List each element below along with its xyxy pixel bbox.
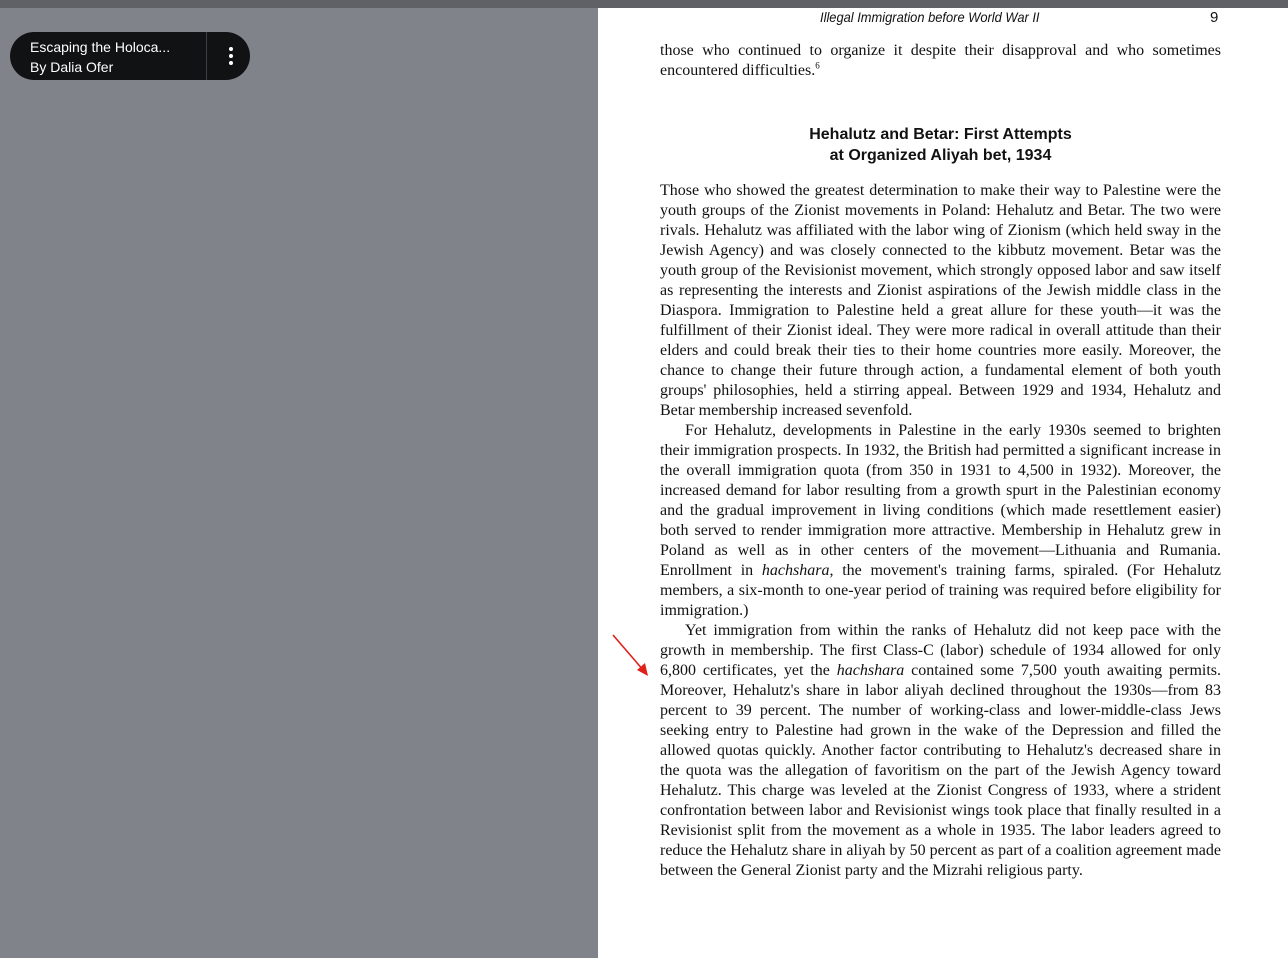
book-author: By Dalia Ofer — [30, 59, 114, 75]
paragraph-2-italic: hachshara — [761, 562, 830, 579]
paragraph-1: Those who showed the greatest determination to make their way to Palestine were the youth groups of the Zionist movements in Poland: Hehalutz and Betar. The two were rivals. Hehalutz was affiliated with the labor wing of Zionism (which held sway in the Jewish Agency) and was closely connected to the kibbutz movement. Betar was the youth group of the Revisionist movement, which strongly opposed labor and saw itself as representing the interests and Zionist aspirations of the Jewish middle class in the Diaspora. Immigration to Palestine held a great allure for these youth—it was the fulfillment of their Zionist ideal. They were more radical in overall attitude than their elders and could break their ties to their home countries more easily. Moreover, the chance to change their future through action, a fundamental element of both youth groups' philosophies, held a stirring appeal. Between 1929 and 1934, Hehalutz and Betar membership increased sevenfold. — [660, 182, 1221, 419]
page-number: 9 — [1210, 9, 1219, 26]
footnote-marker[interactable]: 6 — [815, 60, 820, 71]
more-options-button[interactable] — [207, 32, 250, 80]
paragraph-3-part-b: contained some 7,500 youth awaiting permits. Moreover, Hehalutz's share in labor aliyah declined throughout the 1930s—from 83 percent to 39 percent. The number of working-class and lower-middle-class Jews seeking entry to Palestine had grown in the wake of the Depression and filled the allowed quotas quickly. Another factor contributing to Hehalutz's decreased share in the quota was the allegation of favoritism on the part of the Jewish Agency toward Hehalutz. This charge was leveled at the Zionist Congress of 1933, where a strident confrontation between labor and Revisionist wings took place that finally resulted in a Revisionist split from the movement as a whole in 1935. The labor leaders agreed to reduce the Hehalutz share in aliyah by 50 percent as part of a coalition agreement made between the General Zionist party and the Mizrahi religious party. — [660, 662, 1221, 879]
section-heading-line-1: Hehalutz and Betar: First Attempts — [809, 126, 1072, 143]
book-title-chip[interactable] — [10, 32, 250, 80]
paragraph-3-part-a: Yet immigration from within the ranks of Hehalutz did not keep pace with the growth in membership. The first Class-C (labor) schedule of 1934 allowed for only 6,800 certificates, yet the — [660, 622, 1221, 679]
paragraph-2-part-a: For Hehalutz, developments in Palestine in the early 1930s seemed to brighten their immigration prospects. In 1932, the British had permitted a significant increase in the overall immigration quota (from 350 in 1931 to 4,500 in 1932). Moreover, the increased demand for labor resulting from a growth spurt in the Palestinian economy and the gradual improvement in living conditions (which made resettlement easier) both served to render immigration more attractive. Membership in Hehalutz grew in Poland as well as in other centers of the movement—Lithuania and Rumania. Enrollment in — [660, 422, 1221, 579]
red-pointer-arrow-icon — [610, 632, 650, 678]
running-head: Illegal Immigration before World War II — [820, 9, 1040, 25]
continuation-text: those who continued to organize it despite their disapproval and who sometimes encountered difficulties. — [660, 42, 1221, 79]
book-title: Escaping the Holoca... — [30, 39, 171, 55]
main-text — [660, 181, 1221, 881]
viewer-background — [0, 8, 598, 958]
paragraph-2 — [660, 421, 1221, 621]
section-heading — [660, 124, 1221, 166]
book-info[interactable] — [30, 37, 195, 77]
book-page — [598, 8, 1288, 958]
continuation-paragraph — [660, 41, 1221, 81]
paragraph-2-part-b: , the movement's training farms, spiraled. (For Hehalutz members, a six-month to one-year period of training was required before eligibility for immigration.) — [660, 562, 1222, 619]
paragraph-3 — [660, 621, 1221, 881]
section-heading-line-2: at Organized Aliyah bet, 1934 — [829, 147, 1052, 164]
paragraph-3-italic: hachshara — [836, 662, 905, 679]
top-bar — [0, 0, 1288, 8]
